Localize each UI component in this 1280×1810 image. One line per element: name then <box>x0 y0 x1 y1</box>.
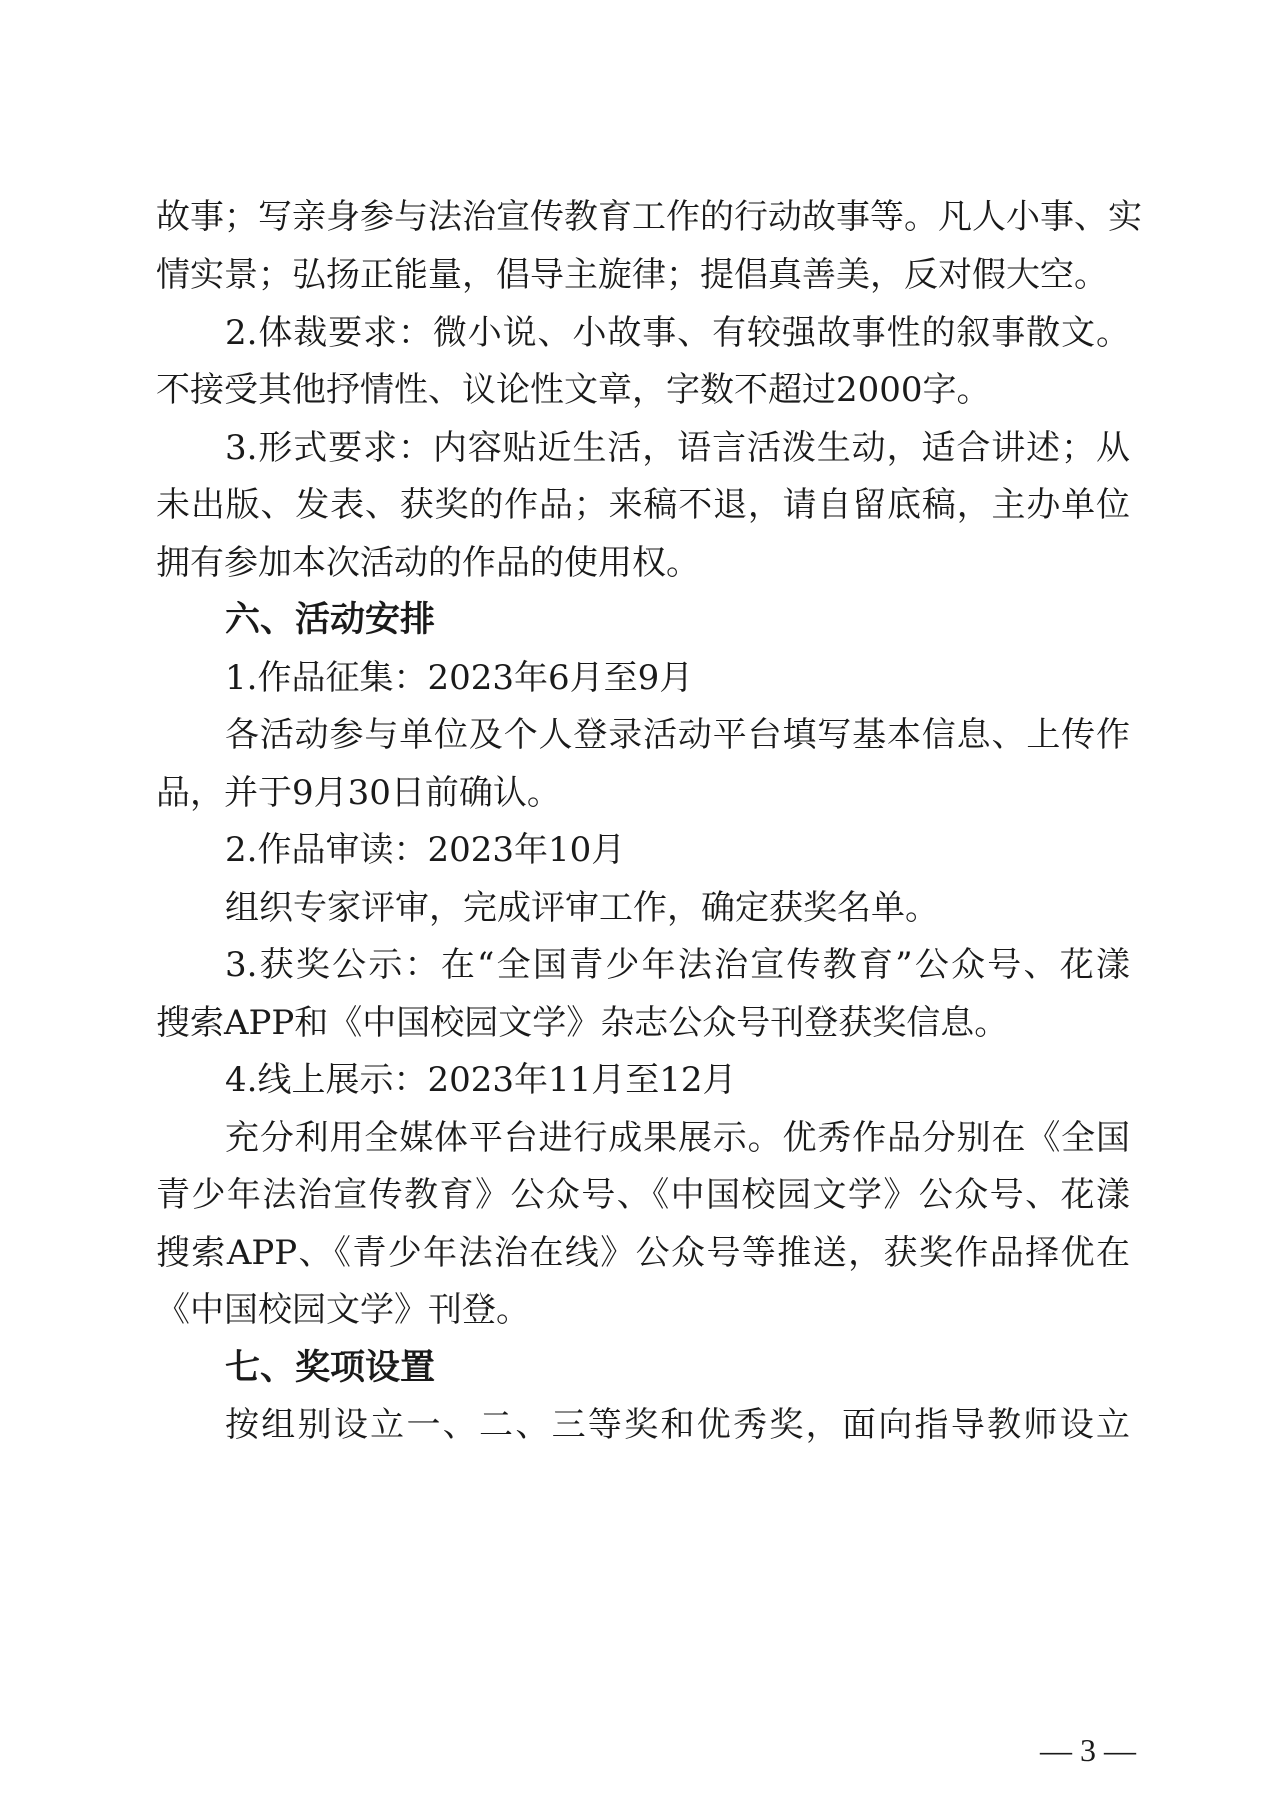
item-title: 1.作品征集：2023年6月至9月 <box>225 658 694 698</box>
paragraph-line: 充分利用全媒体平台进行成果展示。优秀作品分别在《全国 <box>225 1118 1130 1158</box>
paragraph-line: 《中国校园文学》刊登。 <box>156 1290 530 1330</box>
item-title: 4.线上展示：2023年11月至12月 <box>225 1060 737 1100</box>
section-heading: 六、活动安排 <box>225 600 436 640</box>
paragraph-line: 搜索APP、《青少年法治在线》公众号等推送，获奖作品择优在 <box>156 1233 1130 1273</box>
paragraph-line: 未出版、发表、获奖的作品；来稿不退，请自留底稿，主办单位 <box>156 485 1130 525</box>
paragraph-line: 各活动参与单位及个人登录活动平台填写基本信息、上传作 <box>225 715 1130 755</box>
paragraph-line: 青少年法治宣传教育》公众号、《中国校园文学》公众号、花漾 <box>156 1175 1130 1215</box>
item-title: 3.获奖公示：在“全国青少年法治宣传教育”公众号、花漾 <box>225 945 1130 985</box>
paragraph-line: 组织专家评审，完成评审工作，确定获奖名单。 <box>225 888 939 928</box>
paragraph-line: 按组别设立一、二、三等奖和优秀奖，面向指导教师设立 <box>225 1405 1130 1445</box>
paragraph-line: 搜索APP和《中国校园文学》杂志公众号刊登获奖信息。 <box>156 1003 1009 1043</box>
item-title: 2.作品审读：2023年10月 <box>225 830 626 870</box>
page-number: — 3 — <box>1040 1732 1136 1768</box>
paragraph-line: 3.形式要求：内容贴近生活，语言活泼生动，适合讲述；从 <box>225 428 1130 468</box>
paragraph-line: 情实景；弘扬正能量，倡导主旋律；提倡真善美，反对假大空。 <box>156 255 1108 295</box>
paragraph-line: 不接受其他抒情性、议论性文章，字数不超过2000字。 <box>156 370 991 410</box>
paragraph-line: 故事；写亲身参与法治宣传教育工作的行动故事等。凡人小事、实 <box>156 197 1142 237</box>
paragraph-line: 品，并于9月30日前确认。 <box>156 773 561 813</box>
paragraph-line: 2.体裁要求：微小说、小故事、有较强故事性的叙事散文。 <box>225 313 1130 353</box>
paragraph-line: 拥有参加本次活动的作品的使用权。 <box>156 543 700 583</box>
section-heading: 七、奖项设置 <box>225 1348 436 1388</box>
